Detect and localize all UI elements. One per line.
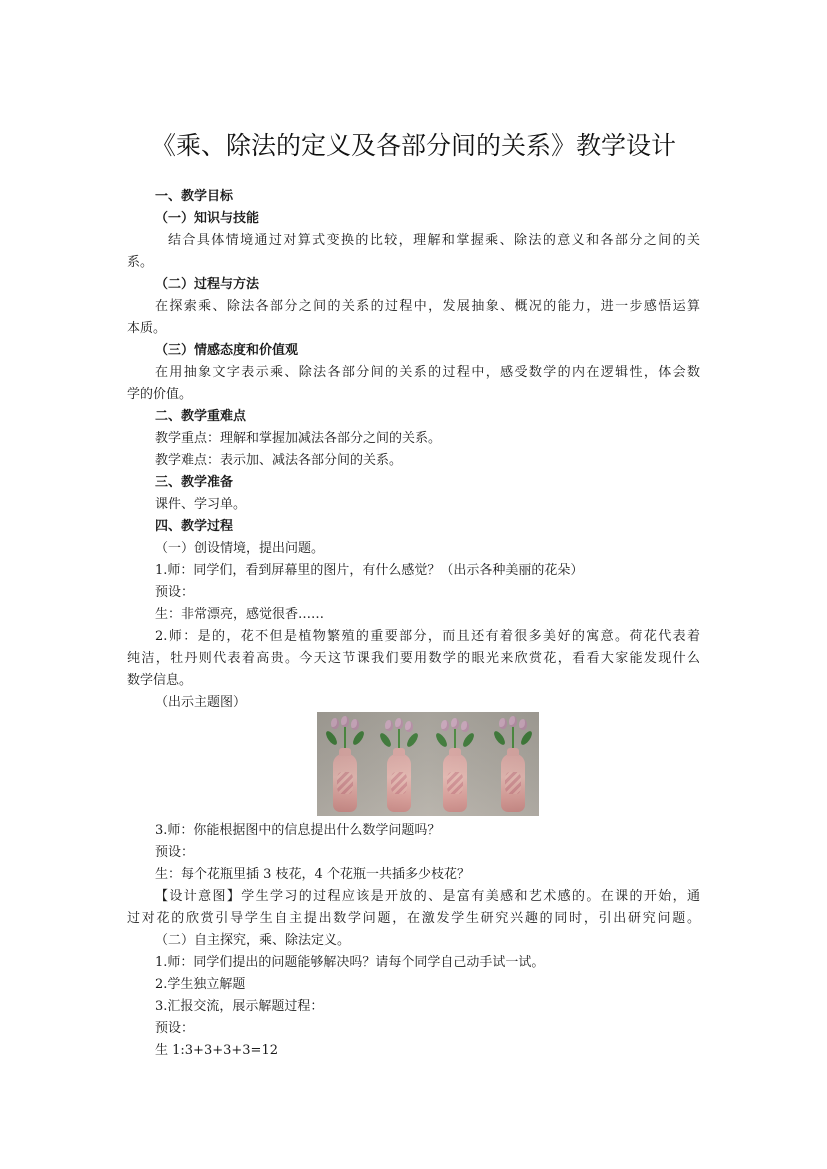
paragraph-line: 教学重点：理解和掌握加减法各部分之间的关系。	[155, 431, 442, 446]
subheading-knowledge-skills: （一）知识与技能	[155, 211, 260, 226]
paragraph-line: 2.学生独立解题	[155, 977, 246, 992]
paragraph-line: 在探索乘、除法各部分之间的关系的过程中，发展抽象、概况的能力，进一步感悟运算	[155, 299, 700, 314]
vase-with-flowers	[379, 716, 419, 814]
heading-objectives: 一、教学目标	[155, 189, 234, 204]
paragraph-line: 系。	[127, 255, 154, 270]
vase-with-flowers	[325, 716, 365, 814]
heading-teaching-process: 四、教学过程	[155, 519, 234, 534]
paragraph-line: 预设：	[155, 585, 195, 600]
paragraph-line: （一）创设情境，提出问题。	[155, 541, 325, 556]
paragraph-line: 1.师：同学们提出的问题能够解决吗？请每个同学自己动手试一试。	[155, 955, 545, 970]
paragraph-line: 课件、学习单。	[155, 497, 247, 512]
paragraph-line: 3.师：你能根据图中的信息提出什么数学问题吗？	[155, 823, 441, 838]
paragraph-line: 教学难点：表示加、减法各部分间的关系。	[155, 453, 403, 468]
subheading-attitude-values: （三）情感态度和价值观	[155, 343, 299, 358]
heading-preparation: 三、教学准备	[155, 475, 234, 490]
flower-vases-photo	[317, 712, 539, 816]
paragraph-line: 3.汇报交流，展示解题过程：	[155, 999, 324, 1014]
paragraph-line: （二）自主探究，乘、除法定义。	[155, 933, 351, 948]
paragraph-line: 过对花的欣赏引导学生自主提出数学问题，在激发学生研究兴趣的同时，引出研究问题。	[127, 911, 700, 926]
paragraph-line: （出示主题图）	[155, 695, 247, 710]
paragraph-line: 纯洁，牡丹则代表着高贵。今天这节课我们要用数学的眼光来欣赏花，看看大家能发现什么	[127, 651, 700, 666]
heading-key-difficult-points: 二、教学重难点	[155, 409, 247, 424]
vase-with-flowers	[493, 716, 533, 814]
paragraph-line: 结合具体情境通过对算式变换的比较，理解和掌握乘、除法的意义和各部分之间的关	[168, 233, 700, 248]
paragraph-line: 1.师：同学们，看到屏幕里的图片，有什么感觉？（出示各种美丽的花朵）	[155, 563, 584, 578]
subheading-process-method: （二）过程与方法	[155, 277, 260, 292]
paragraph-line: 【设计意图】学生学习的过程应该是开放的、是富有美感和艺术感的。在课的开始，通	[155, 889, 700, 904]
paragraph-line: 生：每个花瓶里插 3 枝花，4 个花瓶一共插多少枝花？	[155, 867, 470, 882]
paragraph-line: 数学信息。	[127, 673, 193, 688]
paragraph-line: 本质。	[127, 321, 167, 336]
paragraph-line: 生 1:3+3+3+3=12	[155, 1043, 278, 1058]
vase-with-flowers	[435, 716, 475, 814]
paragraph-line: 在用抽象文字表示乘、除法各部分间的关系的过程中，感受数学的内在逻辑性，体会数	[155, 365, 700, 380]
paragraph-line: 2.师：是的，花不但是植物繁殖的重要部分，而且还有着很多美好的寓意。荷花代表着	[155, 629, 700, 644]
paragraph-line: 生：非常漂亮，感觉很香……	[155, 607, 325, 622]
paragraph-line: 预设：	[155, 1021, 195, 1036]
paragraph-line: 预设：	[155, 845, 195, 860]
document-title: 《乘、除法的定义及各部分间的关系》教学设计	[150, 131, 676, 160]
paragraph-line: 学的价值。	[127, 387, 193, 402]
